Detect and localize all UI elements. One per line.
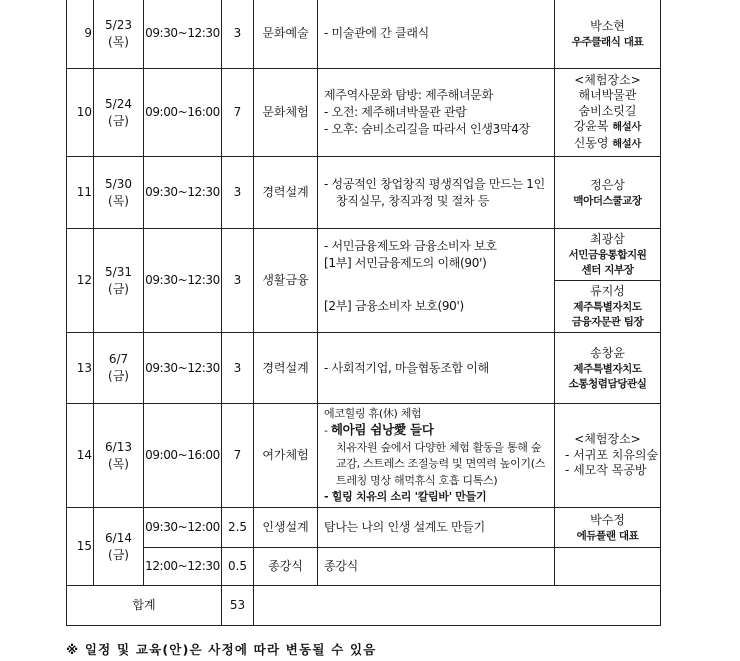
- time-cell: 09:30~12:30: [144, 157, 222, 229]
- category-cell: 종강식: [254, 548, 318, 586]
- time-cell: 09:30~12:30: [144, 333, 222, 404]
- time-cell: 09:30~12:30: [144, 229, 222, 333]
- time-cell: 09:30~12:00: [144, 508, 222, 548]
- content-cell: - 미술관에 간 클래식: [318, 0, 555, 69]
- footnote: ※ 일정 및 교육(안)은 사정에 따라 변동될 수 있음: [66, 642, 377, 657]
- row-number: 9: [67, 0, 94, 69]
- content-cell: 종강식: [318, 548, 555, 586]
- table-row: [67, 0, 661, 69]
- content-cell: 탐나는 나의 인생 설계도 만들기: [318, 508, 555, 548]
- date-cell: 5/30 (목): [94, 157, 144, 229]
- lecturer-cell: 정은상 맥아더스쿨교장: [555, 157, 661, 229]
- row-number: 15: [67, 508, 94, 586]
- content-cell: - 서민금융제도와 금융소비자 보호 [1부] 서민금융제도의 이해(90'): [318, 229, 555, 281]
- content-cell: [2부] 금융소비자 보호(90'): [318, 281, 555, 333]
- category-cell: 경력설계: [254, 157, 318, 229]
- hours-cell: 3: [222, 229, 254, 333]
- content-cell: 제주역사문화 탐방: 제주해녀문화 - 오전: 제주해녀박물관 관람 - 오후: 숨비소리길을 따라서 인생3막4장: [318, 69, 555, 157]
- row-number: 10: [67, 69, 94, 157]
- total-label: 합계: [67, 586, 222, 626]
- hours-cell: 2.5: [222, 508, 254, 548]
- lecturer-cell: 최광삼 서민금융통합지원 센터 지부장: [555, 229, 661, 281]
- table-row: [67, 404, 661, 508]
- lecturer-cell: <체험장소> 해녀박물관 숨비소릿길 강윤복 해설사 신동영 해설사: [555, 69, 661, 157]
- time-cell: 12:00~12:30: [144, 548, 222, 586]
- schedule-table: [66, 0, 661, 626]
- total-empty: [254, 586, 661, 626]
- lecturer-cell: [555, 548, 661, 586]
- category-cell: 생활금융: [254, 229, 318, 333]
- hours-cell: 7: [222, 69, 254, 157]
- row-number: 14: [67, 404, 94, 508]
- hours-cell: 3: [222, 333, 254, 404]
- hours-cell: 7: [222, 404, 254, 508]
- date-cell: 5/24 (금): [94, 69, 144, 157]
- category-cell: 여가체험: [254, 404, 318, 508]
- row-number: 12: [67, 229, 94, 333]
- date-cell: 6/14 (금): [94, 508, 144, 586]
- hours-cell: 0.5: [222, 548, 254, 586]
- category-cell: 문화예술: [254, 0, 318, 69]
- table-row: [67, 548, 661, 586]
- lecturer-cell: 류지성 제주특별자치도 금융자문관 팀장: [555, 281, 661, 333]
- date-cell: 6/13 (목): [94, 404, 144, 508]
- time-cell: 09:00~16:00: [144, 69, 222, 157]
- category-cell: 인생설계: [254, 508, 318, 548]
- row-number: 13: [67, 333, 94, 404]
- row-number: 11: [67, 157, 94, 229]
- date-cell: 5/31 (금): [94, 229, 144, 333]
- lecturer-cell: 송창윤 제주특별자치도 소통청렴담당관실: [555, 333, 661, 404]
- table-row: [67, 229, 661, 281]
- total-hours: 53: [222, 586, 254, 626]
- lecturer-cell: 박소현 우주클래식 대표: [555, 0, 661, 69]
- table-row: [67, 333, 661, 404]
- time-cell: 09:30~12:30: [144, 0, 222, 69]
- table-row: [67, 157, 661, 229]
- content-cell: 에코힐링 휴(休) 체험 - 헤아림 쉼낭愛 들다 치유자원 숲에서 다양한 체험 활동을 통해 숲 교감, 스트레스 조절능력 및 면역력 높이기(스 트레칭 명상 해먹휴식 호흡 디톡스) - 힐링 치유의 소리 '칼림바' 만들기: [318, 404, 555, 508]
- lecturer-cell: 박수정 에듀플랜 대표: [555, 508, 661, 548]
- table-row: [67, 69, 661, 157]
- total-row: [67, 586, 661, 626]
- category-cell: 문화체험: [254, 69, 318, 157]
- content-cell: - 성공적인 창업창직 평생직업을 만드는 1인 창직실무, 창직과정 및 절차 등: [318, 157, 555, 229]
- category-cell: 경력설계: [254, 333, 318, 404]
- time-cell: 09:00~16:00: [144, 404, 222, 508]
- hours-cell: 3: [222, 157, 254, 229]
- date-cell: 5/23 (목): [94, 0, 144, 69]
- table-row: [67, 508, 661, 548]
- date-cell: 6/7 (금): [94, 333, 144, 404]
- content-cell: - 사회적기업, 마을협동조합 이해: [318, 333, 555, 404]
- lecturer-cell: <체험장소> - 서귀포 치유의숲 - 세모작 목공방: [555, 404, 661, 508]
- hours-cell: 3: [222, 0, 254, 69]
